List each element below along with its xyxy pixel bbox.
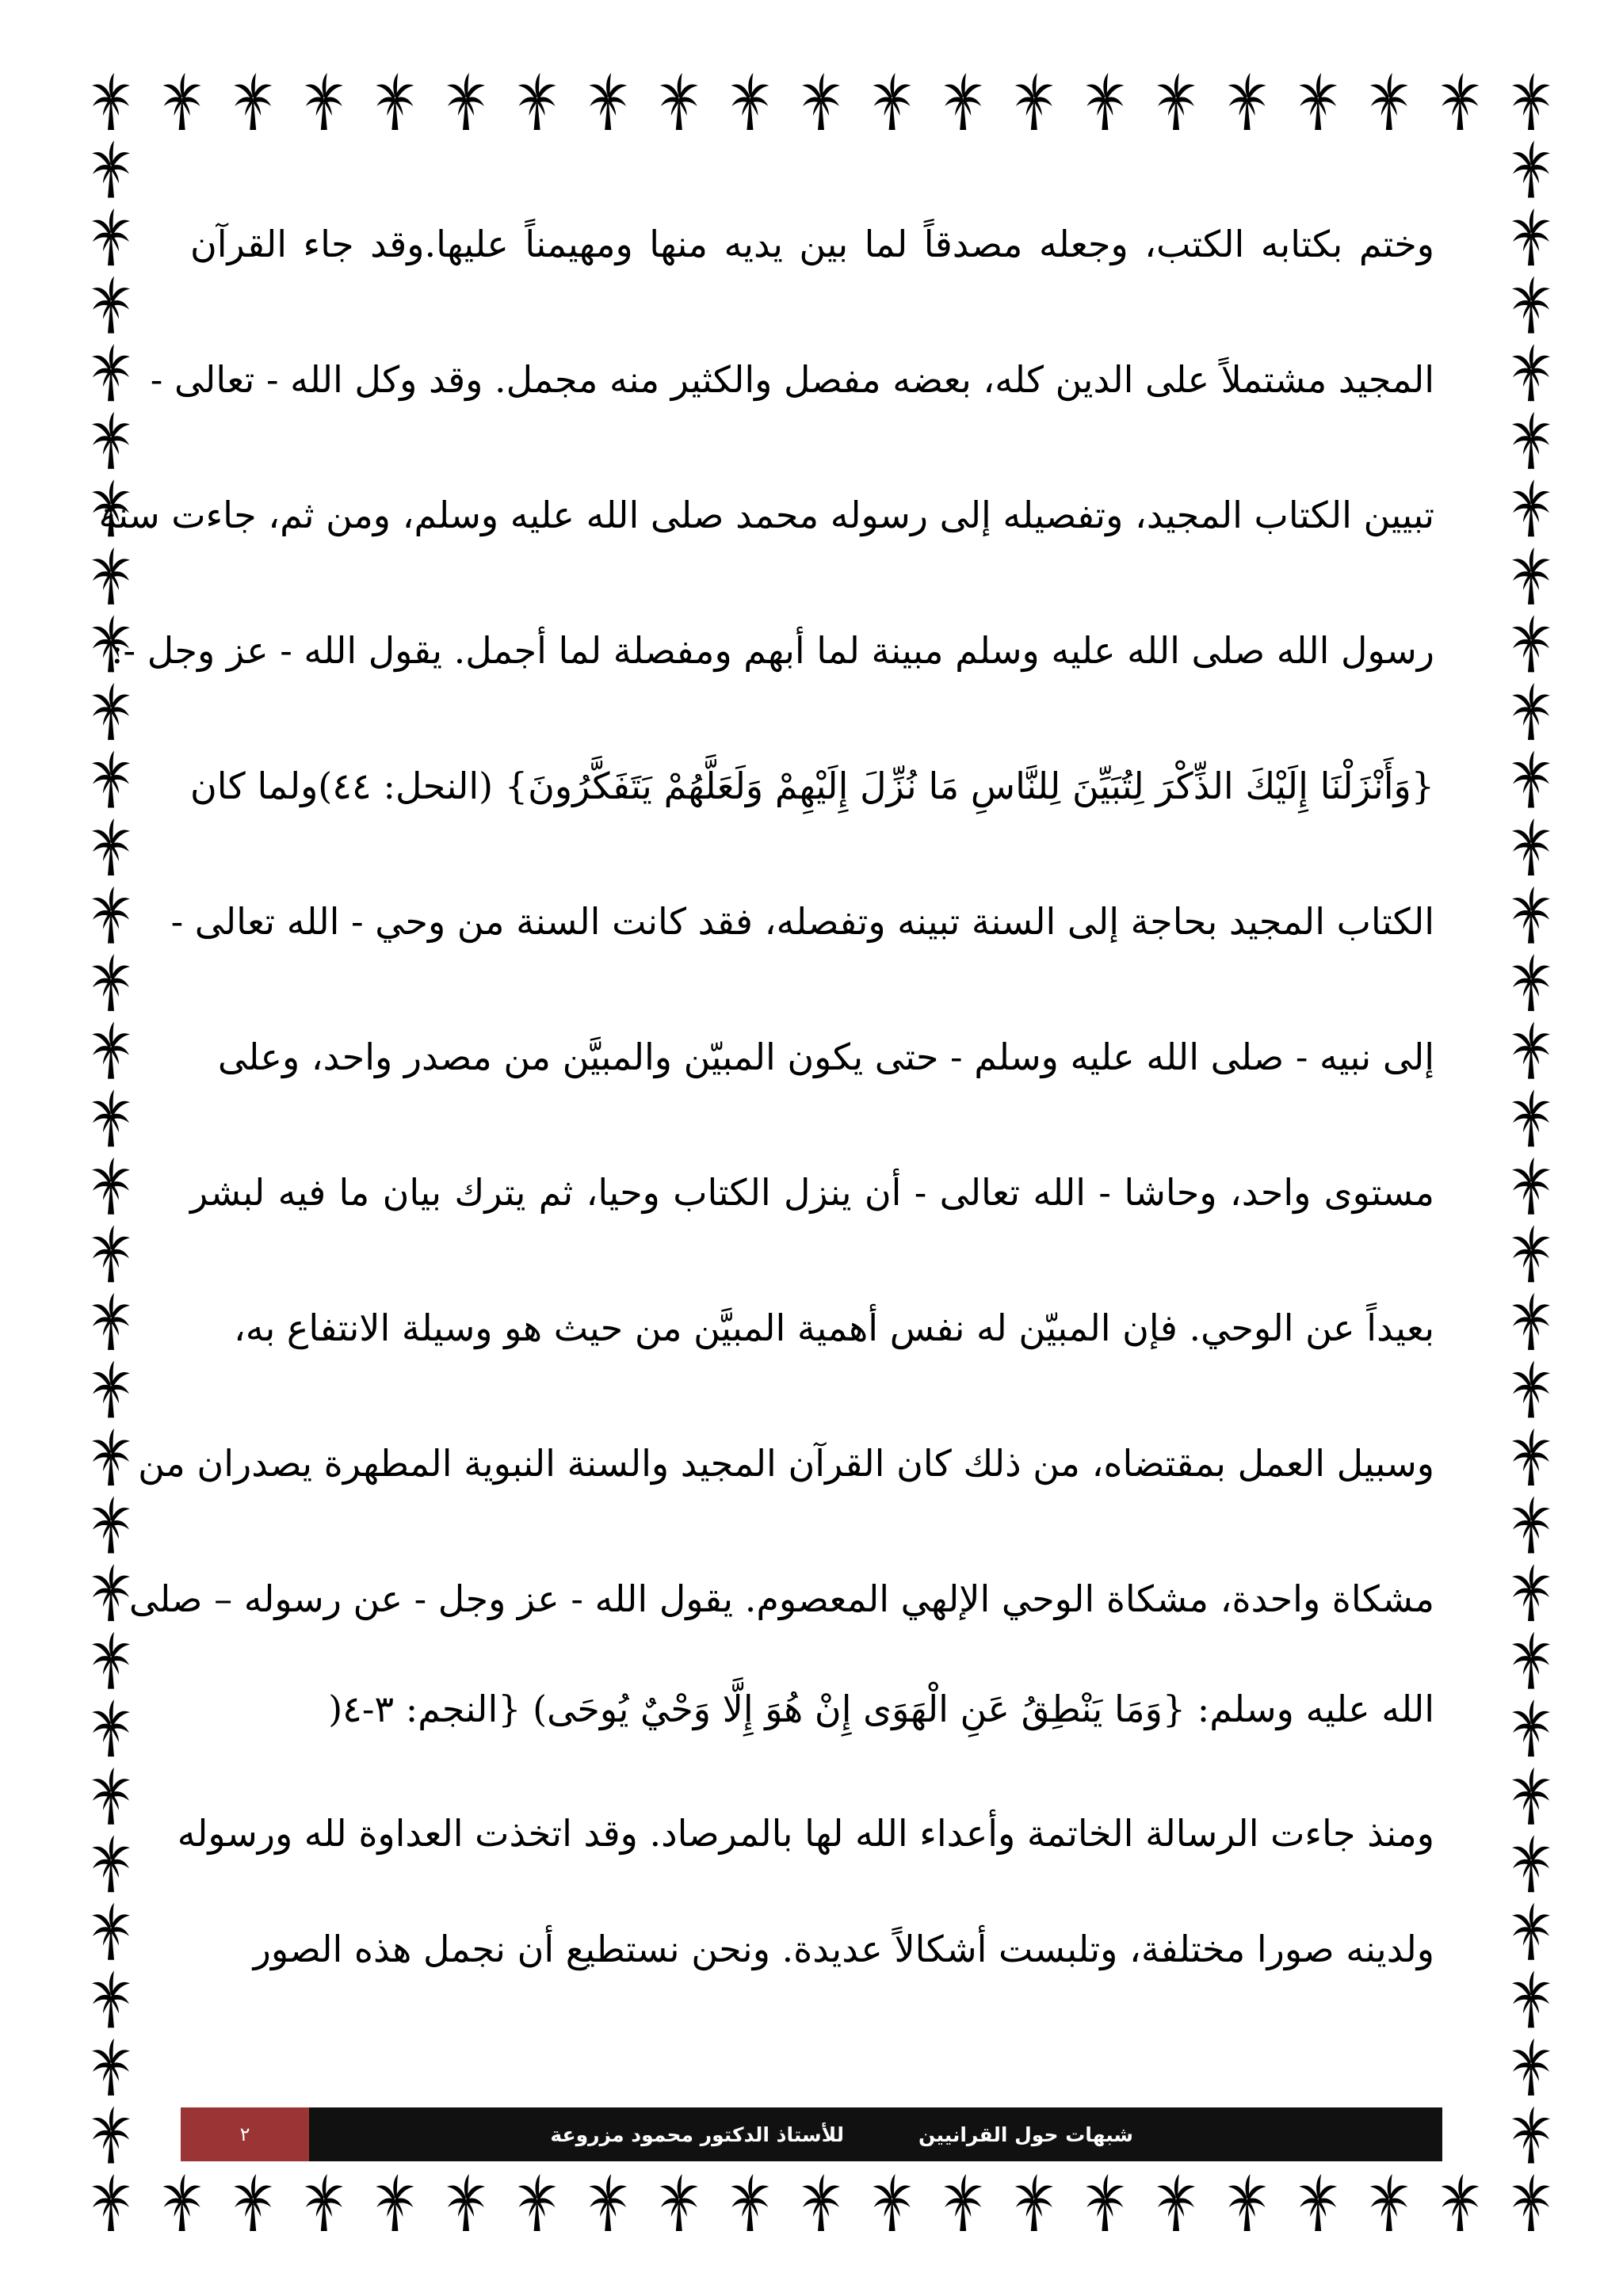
body-line: رسول الله صلى الله عليه وسلم مبينة لما أبهم ومفصلة لما أجمل. يقول الله - عز وجل -: bbox=[111, 629, 1434, 672]
palm-tree-icon bbox=[802, 73, 840, 130]
palm-tree-icon bbox=[1512, 1428, 1550, 1486]
palm-tree-icon bbox=[447, 2174, 485, 2231]
palm-tree-icon bbox=[1512, 73, 1550, 130]
palm-tree-icon bbox=[1512, 1022, 1550, 1079]
palm-tree-icon bbox=[1512, 2106, 1550, 2163]
palm-tree-icon bbox=[92, 412, 130, 469]
palm-tree-icon bbox=[660, 2174, 698, 2231]
body-line: وسبيل العمل بمقتضاه، من ذلك كان القرآن المجيد والسنة النبوية المطهرة يصدران من bbox=[138, 1442, 1434, 1485]
palm-tree-icon bbox=[92, 1699, 130, 1756]
palm-tree-icon bbox=[660, 73, 698, 130]
palm-tree-icon bbox=[376, 73, 414, 130]
palm-tree-icon bbox=[92, 1564, 130, 1621]
body-line: {وَأَنْزَلْنَا إِلَيْكَ الذِّكْرَ لِتُبَيِّنَ لِلنَّاسِ مَا نُزِّلَ إِلَيْهِمْ وَلَعَلَّهُمْ يَتَفَكَّرُونَ} (النحل: ٤٤)ولما كان bbox=[190, 765, 1434, 807]
palm-tree-icon bbox=[873, 73, 911, 130]
palm-tree-icon bbox=[92, 954, 130, 1011]
palm-tree-icon bbox=[1015, 2174, 1053, 2231]
palm-tree-icon bbox=[1512, 1699, 1550, 1756]
palm-tree-icon bbox=[1512, 208, 1550, 265]
palm-tree-icon bbox=[376, 2174, 414, 2231]
palm-tree-icon bbox=[944, 73, 982, 130]
palm-tree-icon bbox=[1512, 887, 1550, 944]
palm-tree-icon bbox=[589, 2174, 627, 2231]
palm-tree-icon bbox=[1015, 73, 1053, 130]
palm-tree-icon bbox=[1441, 73, 1479, 130]
palm-tree-icon bbox=[305, 73, 343, 130]
palm-tree-icon bbox=[92, 1022, 130, 1079]
palm-tree-icon bbox=[92, 2174, 130, 2231]
palm-tree-icon bbox=[1512, 1293, 1550, 1350]
palm-tree-icon bbox=[1512, 818, 1550, 875]
body-line: إلى نبيه - صلى الله عليه وسلم - حتى يكون المبيّن والمبيَّن من مصدر واحد، وعلى bbox=[217, 1035, 1434, 1078]
palm-tree-icon bbox=[518, 73, 556, 130]
palm-tree-icon bbox=[1512, 141, 1550, 198]
palm-tree-icon bbox=[1512, 683, 1550, 740]
body-line: تبيين الكتاب المجيد، وتفصيله إلى رسوله محمد صلى الله عليه وسلم، ومن ثم، جاءت سنة bbox=[98, 494, 1434, 536]
palm-tree-icon bbox=[1512, 1089, 1550, 1146]
palm-tree-icon bbox=[1086, 73, 1124, 130]
palm-tree-icon bbox=[1512, 412, 1550, 469]
palm-tree-icon bbox=[92, 141, 130, 198]
body-line: الكتاب المجيد بحاجة إلى السنة تبينه وتفصله، فقد كانت السنة من وحي - الله تعالى - bbox=[170, 900, 1434, 943]
palm-tree-icon bbox=[92, 1632, 130, 1689]
body-line: ولدينه صورا مختلفة، وتلبست أشكالاً عديدة. ونحن نستطيع أن نجمل هذه الصور bbox=[253, 1928, 1434, 1970]
body-line: بعيداً عن الوحي. فإن المبيّن له نفس أهمية المبيَّن من حيث هو وسيلة الانتفاع به، bbox=[233, 1306, 1434, 1349]
palm-tree-icon bbox=[1512, 615, 1550, 672]
palm-tree-icon bbox=[518, 2174, 556, 2231]
book-title: شبهات حول القرانيين bbox=[918, 2122, 1133, 2146]
palm-tree-icon bbox=[92, 1225, 130, 1282]
palm-tree-icon bbox=[1370, 2174, 1408, 2231]
palm-tree-icon bbox=[92, 1497, 130, 1554]
palm-tree-icon bbox=[92, 2039, 130, 2096]
page-number: ٢ bbox=[181, 2107, 309, 2161]
body-line: وختم بكتابه الكتب، وجعله مصدقاً لما بين يديه منها ومهيمناً عليها.وقد جاء القرآن bbox=[190, 223, 1434, 265]
palm-tree-icon bbox=[1512, 750, 1550, 807]
palm-tree-icon bbox=[1512, 2174, 1550, 2231]
palm-tree-icon bbox=[1441, 2174, 1479, 2231]
palm-tree-icon bbox=[1299, 73, 1337, 130]
body-line: مشكاة واحدة، مشكاة الوحي الإلهي المعصوم. يقول الله - عز وجل - عن رسوله – صلى bbox=[128, 1577, 1434, 1620]
palm-tree-icon bbox=[1228, 73, 1266, 130]
palm-tree-icon bbox=[1512, 1835, 1550, 1892]
palm-tree-icon bbox=[944, 2174, 982, 2231]
palm-tree-icon bbox=[1512, 1632, 1550, 1689]
palm-tree-icon bbox=[92, 208, 130, 265]
body-line: ومنذ جاءت الرسالة الخاتمة وأعداء الله لها بالمرصاد. وقد اتخذت العداوة لله ورسوله bbox=[177, 1812, 1434, 1855]
palm-tree-icon bbox=[92, 1360, 130, 1417]
palm-tree-icon bbox=[92, 277, 130, 334]
palm-tree-icon bbox=[1512, 1903, 1550, 1960]
palm-tree-icon bbox=[92, 73, 130, 130]
palm-tree-icon bbox=[305, 2174, 343, 2231]
palm-tree-icon bbox=[92, 750, 130, 807]
palm-tree-icon bbox=[1370, 73, 1408, 130]
palm-tree-icon bbox=[1512, 1564, 1550, 1621]
page-footer bbox=[181, 2107, 1442, 2161]
palm-tree-icon bbox=[1512, 479, 1550, 536]
palm-tree-icon bbox=[92, 1158, 130, 1215]
palm-tree-icon bbox=[1157, 2174, 1195, 2231]
palm-tree-icon bbox=[163, 73, 201, 130]
palm-tree-icon bbox=[92, 1970, 130, 2027]
palm-tree-icon bbox=[1512, 1497, 1550, 1554]
palm-tree-icon bbox=[1157, 73, 1195, 130]
palm-tree-icon bbox=[92, 1903, 130, 1960]
palm-tree-icon bbox=[1512, 1970, 1550, 2027]
palm-tree-icon bbox=[1512, 344, 1550, 401]
palm-tree-icon bbox=[1512, 1360, 1550, 1417]
palm-tree-icon bbox=[1512, 277, 1550, 334]
palm-tree-icon bbox=[92, 1089, 130, 1146]
palm-tree-icon bbox=[92, 1428, 130, 1486]
palm-tree-icon bbox=[873, 2174, 911, 2231]
palm-tree-icon bbox=[447, 73, 485, 130]
palm-tree-icon bbox=[1512, 1768, 1550, 1825]
author-name: للأستاذ الدكتور محمود مزروعة bbox=[550, 2122, 844, 2146]
palm-tree-icon bbox=[731, 2174, 769, 2231]
palm-tree-icon bbox=[589, 73, 627, 130]
palm-tree-icon bbox=[1086, 2174, 1124, 2231]
palm-tree-icon bbox=[92, 818, 130, 875]
palm-tree-icon bbox=[731, 73, 769, 130]
palm-tree-icon bbox=[1228, 2174, 1266, 2231]
palm-tree-icon bbox=[234, 2174, 272, 2231]
palm-tree-icon bbox=[92, 1293, 130, 1350]
palm-tree-icon bbox=[92, 1768, 130, 1825]
palm-tree-icon bbox=[1512, 954, 1550, 1011]
palm-tree-icon bbox=[1512, 547, 1550, 605]
body-line: الله عليه وسلم: {وَمَا يَنْطِقُ عَنِ الْهَوَى إِنْ هُوَ إِلَّا وَحْيٌ يُوحَى) {النجم: ٣-٤( bbox=[328, 1688, 1434, 1730]
palm-tree-icon bbox=[1512, 2039, 1550, 2096]
palm-tree-icon bbox=[92, 887, 130, 944]
palm-tree-icon bbox=[92, 344, 130, 401]
body-line: مستوى واحد، وحاشا - الله تعالى - أن ينزل الكتاب وحيا، ثم يترك بيان ما فيه لبشر bbox=[190, 1171, 1434, 1214]
palm-tree-icon bbox=[234, 73, 272, 130]
palm-tree-icon bbox=[163, 2174, 201, 2231]
palm-tree-icon bbox=[802, 2174, 840, 2231]
palm-tree-icon bbox=[92, 1835, 130, 1892]
palm-tree-icon bbox=[92, 683, 130, 740]
palm-tree-icon bbox=[1512, 1158, 1550, 1215]
palm-tree-icon bbox=[92, 547, 130, 605]
body-line: المجيد مشتملاً على الدين كله، بعضه مفصل والكثير منه مجمل. وقد وكل الله - تعالى - bbox=[150, 358, 1434, 401]
palm-tree-icon bbox=[92, 2106, 130, 2163]
palm-tree-icon bbox=[1299, 2174, 1337, 2231]
palm-tree-icon bbox=[1512, 1225, 1550, 1282]
